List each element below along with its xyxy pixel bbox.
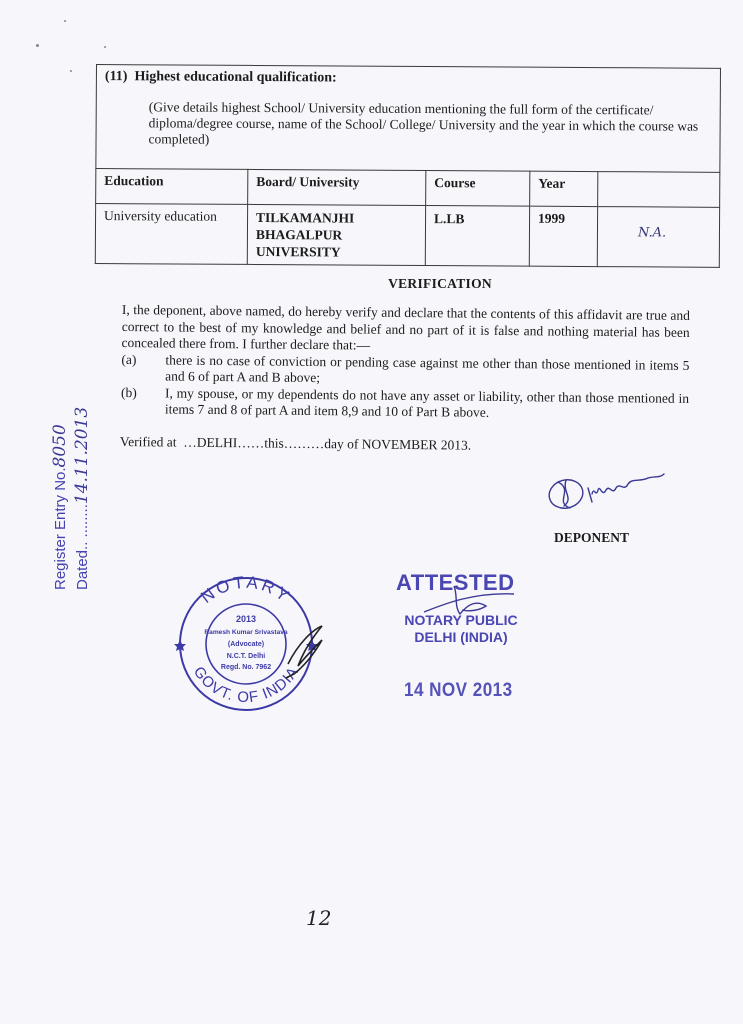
column-header-year: Year xyxy=(530,171,598,206)
seal-line: Ramesh Kumar Srivastava xyxy=(204,629,288,636)
paper-speck xyxy=(64,20,66,22)
cell-course: L.LB xyxy=(425,206,529,267)
date-stamp: 14 NOV 2013 xyxy=(404,680,513,701)
register-entry-value: 8050 xyxy=(50,424,70,468)
register-dated-value: 14.11.2013 xyxy=(72,406,92,505)
register-entry-line xyxy=(50,330,72,590)
notary-seal xyxy=(172,574,332,714)
seal-line: 2013 xyxy=(235,614,257,624)
paper-speck xyxy=(36,44,39,47)
register-entry-label: Register Entry No. xyxy=(52,467,69,590)
item-text: there is no case of conviction or pending case against me other than those mentioned in items 5 and 6 of part A and B above; xyxy=(165,351,690,386)
cell-remark xyxy=(597,207,719,268)
item-text: I, my spouse, or my dependents do not have any asset or liability, other than those mentioned in items 7 and 8 of part A and item 8,9 and 10 of Part B above. xyxy=(164,384,690,420)
verification-paragraph: I, the deponent, above named, do hereby verify and declare that the contents of this affidavit are true and correct to the best of my knowledge and belief and no part of it is false and nothing material has been concealed there from. I further declare that:— xyxy=(121,302,690,353)
cell-year: 1999 xyxy=(529,206,597,266)
verified-line: Verified at …DELHI……this………day of NOVEMBER 2013. xyxy=(119,434,472,453)
verification-body xyxy=(121,302,690,423)
section-number: (11) xyxy=(104,69,128,85)
register-entry-stamp xyxy=(50,330,100,590)
attestation-signature xyxy=(414,582,524,622)
cell-education: University education xyxy=(95,204,247,265)
declaration-item xyxy=(121,384,689,423)
seal-line: N.C.T. Delhi xyxy=(226,653,266,660)
section-instruction: (Give details highest School/ University education mentioning the full form of the certificate/ diploma/degree course, name of the School/ College/ University and the year in which the course was completed) xyxy=(148,99,699,147)
seal-top-text: NOTARY xyxy=(197,574,295,608)
section-title xyxy=(97,65,720,89)
board-line: UNIVERSITY xyxy=(255,243,341,260)
seal-bottom-text: GOVT. OF INDIA xyxy=(189,663,303,707)
item-label: (a) xyxy=(121,351,137,367)
column-header-course: Course xyxy=(426,171,530,207)
column-header-education: Education xyxy=(96,169,248,205)
seal-line: (Advocate) xyxy=(227,641,265,648)
attested-title: ATTESTED xyxy=(396,570,515,595)
column-header-board: Board/ University xyxy=(248,169,426,205)
section-heading: Highest educational qualification: xyxy=(134,69,337,86)
qualification-table xyxy=(95,64,720,268)
attested-line: NOTARY PUBLIC xyxy=(404,612,518,628)
seal-line: Regd. No. 7962 xyxy=(220,664,272,671)
register-dated-line: Dated.. ........14.11.2013 xyxy=(72,406,92,590)
handwritten-remark: N.A. xyxy=(637,225,667,241)
register-dated-label: Dated.. xyxy=(74,541,91,590)
paper-speck xyxy=(104,46,106,48)
board-line: TILKAMANJHI xyxy=(256,209,355,226)
column-header-blank xyxy=(598,172,720,208)
item-label: (b) xyxy=(120,384,137,400)
cell-board xyxy=(247,204,425,265)
paper-speck xyxy=(70,70,72,72)
deponent-label: DEPONENT xyxy=(554,530,630,545)
deponent-signature xyxy=(544,468,674,518)
verification-title: VERIFICATION xyxy=(388,276,492,291)
attested-line: DELHI (INDIA) xyxy=(414,629,508,645)
qualification-header-cell xyxy=(96,65,721,173)
page-number: 12 xyxy=(306,906,332,930)
board-line: BHAGALPUR xyxy=(255,226,343,243)
